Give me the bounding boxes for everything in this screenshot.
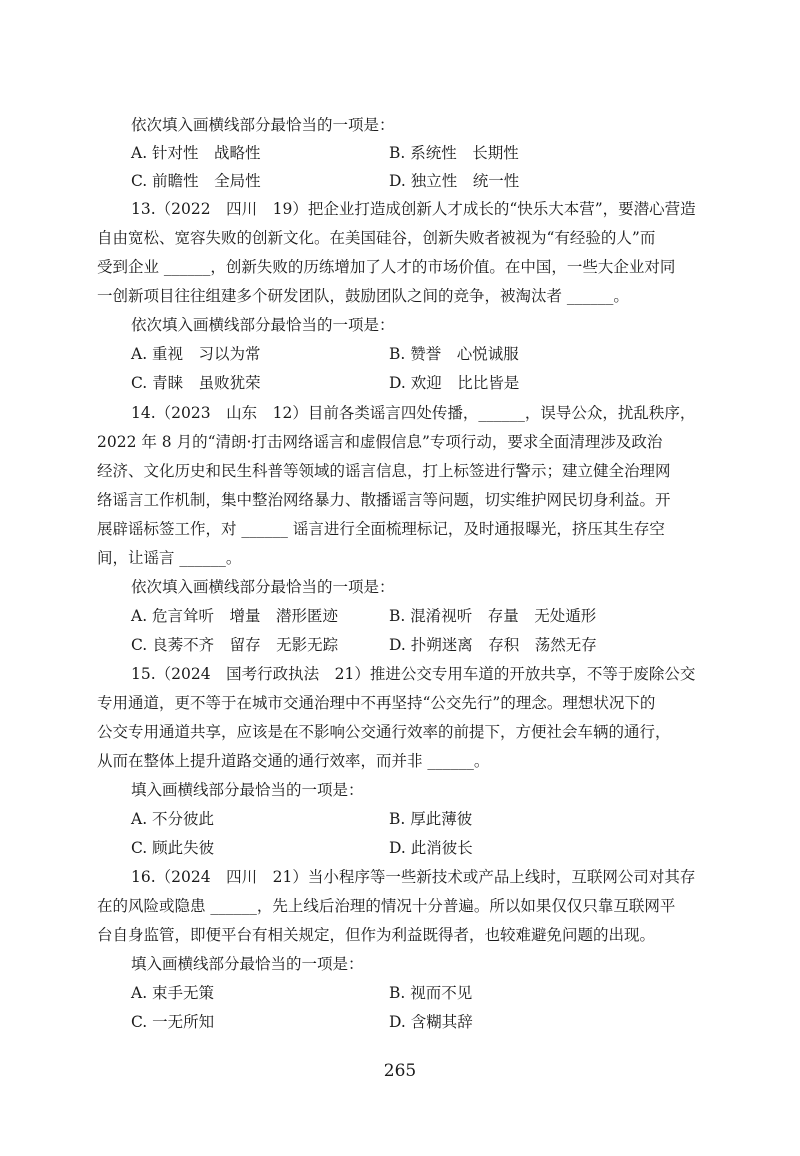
question-prompt: 填入画横线部分最恰当的一项是： — [131, 781, 364, 799]
question-text-line: 公交专用通道共享，应该是在不影响公交通行效率的前提下，方便社会车辆的通行， — [97, 723, 671, 741]
question-text-line: 专用通道，更不等于在城市交通治理中不再坚持“公交先行”的理念。理想状况下的 — [97, 694, 656, 712]
question-text-line: 经济、文化历史和民生科普等领域的谣言信息，打上标签进行警示；建立健全治理网 — [97, 462, 671, 480]
answer-option: B. 混淆视听 存量 无处遁形 — [389, 607, 597, 625]
question-text-line: 展辟谣标签工作，对 ______ 谣言进行全面梳理标记，及时通报曝光，挤压其生存空 — [97, 520, 665, 538]
answer-option: C. 良莠不齐 留存 无影无踪 — [131, 636, 339, 654]
answer-option: D. 扑朔迷离 存积 荡然无存 — [389, 636, 597, 654]
answer-option: C. 一无所知 — [131, 1013, 215, 1031]
question-text-line: 从而在整体上提升道路交通的通行效率，而并非 ______。 — [97, 752, 490, 770]
answer-option: D. 独立性 统一性 — [389, 172, 520, 190]
question-text-line: 受到企业 ______，创新失败的历练增加了人才的市场价值。在中国，一些大企业对同 — [97, 258, 676, 276]
answer-option: A. 重视 习以为常 — [131, 345, 261, 363]
answer-option: A. 束手无策 — [131, 984, 215, 1002]
question-text-line: 在的风险或隐患 ______，先上线后治理的情况十分普遍。所以如果仅仅只靠互联网平 — [97, 897, 676, 915]
answer-option: C. 顾此失彼 — [131, 839, 215, 857]
question-text-line: 自由宽松、宽容失败的创新文化。在美国硅谷，创新失败者被视为“有经验的人”而 — [97, 229, 656, 247]
answer-option: C. 青睐 虽败犹荣 — [131, 374, 261, 392]
answer-option: B. 赞誉 心悦诚服 — [389, 345, 519, 363]
answer-option: A. 危言耸听 增量 潜形匿迹 — [131, 607, 339, 625]
question-prompt: 依次填入画横线部分最恰当的一项是： — [131, 578, 395, 596]
question-text-line: 16.（2024 四川 21）当小程序等一些新技术或产品上线时，互联网公司对其存 — [131, 868, 696, 886]
question-text-line: 一创新项目往往组建多个研发团队，鼓励团队之间的竞争，被淘汰者 ______。 — [97, 287, 629, 305]
question-text-line: 络谣言工作机制，集中整治网络暴力、散播谣言等问题，切实维护网民切身利益。开 — [97, 491, 671, 509]
question-text-line: 13.（2022 四川 19）把企业打造成创新人才成长的“快乐大本营”，要潜心营造 — [131, 200, 696, 218]
answer-option: A. 不分彼此 — [131, 810, 215, 828]
question-prompt: 依次填入画横线部分最恰当的一项是： — [131, 316, 395, 334]
answer-option: B. 视而不见 — [389, 984, 473, 1002]
question-text-line: 14.（2023 山东 12）目前各类谣言四处传播，______，误导公众，扰乱秩序， — [131, 404, 696, 422]
question-prompt: 依次填入画横线部分最恰当的一项是： — [131, 116, 395, 134]
page-number: 265 — [383, 1061, 417, 1081]
answer-option: D. 此消彼长 — [389, 839, 473, 857]
answer-option: D. 含糊其辞 — [389, 1013, 473, 1031]
answer-option: B. 系统性 长期性 — [389, 144, 519, 162]
question-prompt: 填入画横线部分最恰当的一项是： — [131, 955, 364, 973]
answer-option: D. 欢迎 比比皆是 — [389, 374, 520, 392]
answer-option: A. 针对性 战略性 — [131, 144, 261, 162]
question-text-line: 间，让谣言 ______。 — [97, 549, 242, 567]
question-text-line: 15.（2024 国考行政执法 21）推进公交专用车道的开放共享，不等于废除公交 — [131, 665, 696, 683]
question-text-line: 台自身监管，即便平台有相关规定，但作为利益既得者，也较难避免问题的出现。 — [97, 926, 656, 944]
answer-option: C. 前瞻性 全局性 — [131, 172, 261, 190]
answer-option: B. 厚此薄彼 — [389, 810, 473, 828]
question-text-line: 2022 年 8 月的“清朗·打击网络谣言和虚假信息”专项行动，要求全面清理涉及政治 — [97, 433, 663, 451]
